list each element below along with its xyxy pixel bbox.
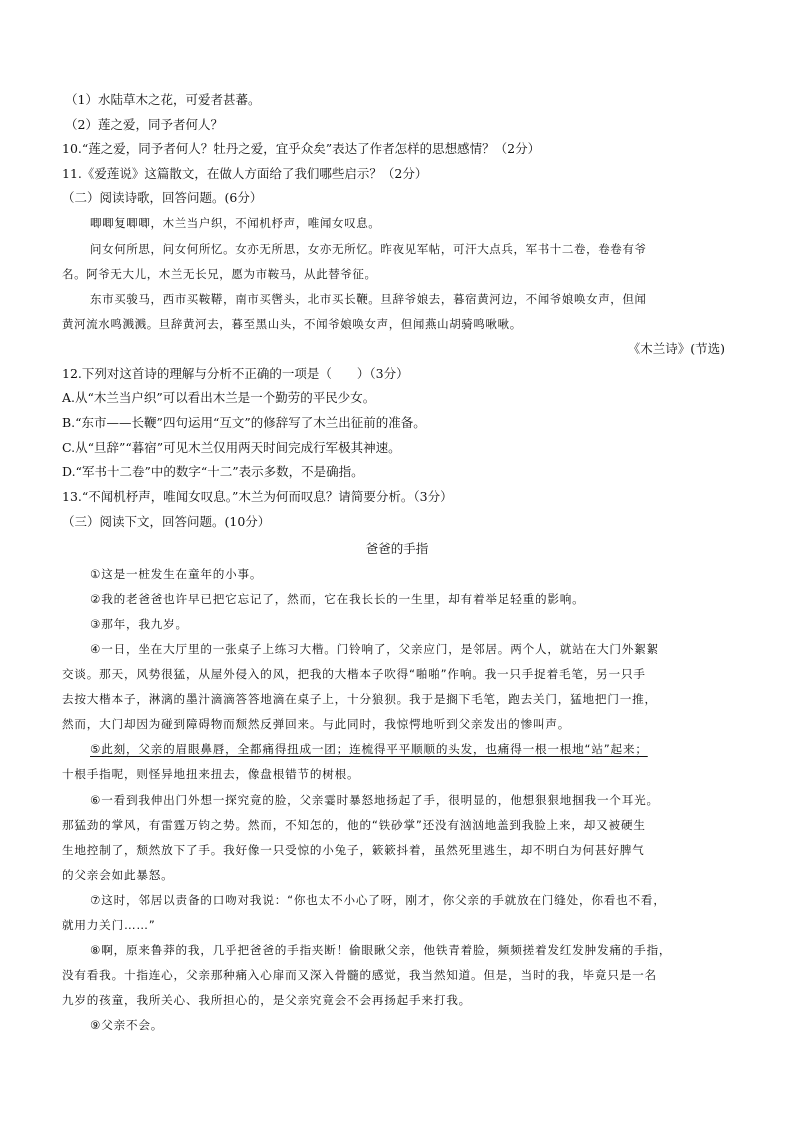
story-paragraph: ①这是一桩发生在童年的小事。 (90, 567, 263, 581)
poem-line: 唧唧复唧唧，木兰当户织，不闻机杼声，唯闻女叹息。 (90, 216, 381, 230)
story-paragraph: 十根手指呢，则怪异地扭来扭去，像盘根错节的树根。 (62, 767, 360, 781)
story-paragraph: 交谈。那天，风势很猛，从屋外侵入的风，把我的大楷本子吹得“啪啪”作响。我一只手捉着毛笔，另一只手 (62, 667, 646, 681)
story-paragraph: ⑥一看到我伸出门外想一探究竟的脸，父亲霎时暴怒地扬起了手，很明显的，他想狠狠地掴我一个耳光。 (90, 793, 659, 807)
story-paragraph: 去按大楷本子，淋漓的墨汁滴滴答答地滴在桌子上，十分狼狈。我于是搁下毛笔，跑去关门，猛地把门一推， (62, 692, 657, 706)
story-paragraph: 就用力关门……” (62, 918, 156, 932)
poem-line: 东市买骏马，西市买鞍鞯，南市买辔头，北市买长鞭。旦辞爷娘去，暮宿黄河边，不闻爷娘唤女声，但闻 (90, 292, 647, 306)
poem-line: 名。阿爷无大儿，木兰无长兄，愿为市鞍马，从此替爷征。 (62, 267, 377, 281)
question-12-option-c: C.从“旦辞”“暮宿”可见木兰仅用两天时间完成行军极其神速。 (62, 440, 401, 455)
story-paragraph: ⑨父亲不会。 (90, 1018, 164, 1032)
story-paragraph: ⑧啊，原来鲁莽的我，几乎把爸爸的手指夹断！偷眼瞅父亲，他铁青着脸，频频搓着发红发肿发痛的手指， (90, 943, 672, 957)
section-3-heading: （三）阅读下文，回答问题。(10分） (62, 514, 271, 529)
story-paragraph: 然而，大门却因为碰到障碍物而颓然反弹回来。与此同时，我惊愕地听到父亲发出的惨叫声。 (62, 717, 571, 731)
question-12-option-d: D.“军书十二卷”中的数字“十二”表示多数，不是确指。 (62, 464, 364, 479)
question-item-2: （2）莲之爱，同予者何人？ (65, 117, 223, 132)
question-11: 11.《爱莲说》这篇散文，在做人方面给了我们哪些启示？（2分） (62, 166, 428, 181)
story-title: 爸爸的手指 (365, 541, 429, 556)
section-2-heading: （二）阅读诗歌，回答问题。(6分） (62, 190, 263, 205)
story-paragraph: 没有看我。十指连心，父亲那种痛入心扉而又深入骨髓的感觉，我当然知道。但是，当时的我，毕竟只是一名 (62, 968, 657, 982)
question-12-option-a: A.从“木兰当户织”可以看出木兰是一个勤劳的平民少女。 (62, 390, 376, 405)
poem-source: 《木兰诗》(节选) (627, 341, 725, 356)
story-paragraph: 九岁的孩童，我所关心、我所担心的，是父亲究竟会不会再扬起手来打我。 (62, 993, 471, 1007)
story-paragraph: ④一日，坐在大厅里的一张桌子上练习大楷。门铃响了，父亲应门，是邻居。两个人，就站在大门外絮絮 (90, 642, 659, 656)
question-13: 13.“不闻机杼声，唯闻女叹息。”木兰为何而叹息？请简要分析。（3分） (62, 489, 453, 504)
question-item-1: （1）水陆草木之花，可爱者甚蕃。 (65, 92, 261, 107)
story-paragraph: ②我的老爸爸也许早已把它忘记了，然而，它在我长长的一生里，却有着举足轻重的影响。 (90, 592, 585, 606)
question-10: 10.“莲之爱，同予者何人？牡丹之爱，宜乎众矣”表达了作者怎样的思想感情？（2分） (62, 141, 541, 156)
poem-line: 黄河流水鸣溅溅。旦辞黄河去，暮至黑山头，不闻爷娘唤女声，但闻燕山胡骑鸣啾啾。 (62, 317, 522, 331)
poem-line: 问女何所思，问女何所忆。女亦无所思，女亦无所忆。昨夜见军帖，可汗大点兵，军书十二卷，卷卷有爷 (90, 242, 647, 256)
question-12-option-b: B.“东市——长鞭”四句运用“互文”的修辞写了木兰出征前的准备。 (62, 415, 426, 430)
story-paragraph-underlined: ⑤此刻，父亲的眉眼鼻唇，全都痛得扭成一团；连梳得平平顺顺的头发，也痛得一根一根地“站”起来； (90, 742, 648, 756)
story-paragraph: 的父亲会如此暴怒。 (62, 868, 174, 882)
story-paragraph: 生地控制了，颓然放下了手。我好像一只受惊的小兔子，簌簌抖着，虽然死里逃生，却不明白为何甚好脾气 (62, 843, 645, 857)
question-12: 12.下列对这首诗的理解与分析不正确的一项是（ ）（3分） (62, 366, 409, 381)
story-paragraph: 那猛劲的掌风，有雷霆万钧之势。然而，不知怎的，他的“铁砂掌”还没有汹汹地盖到我脸上来，却又被硬生 (62, 818, 646, 832)
story-paragraph: ⑦这时，邻居以责备的口吻对我说：“你也太不小心了呀，刚才，你父亲的手就放在门缝处，你看也不看， (90, 893, 666, 907)
story-paragraph: ③那年，我九岁。 (90, 617, 188, 631)
